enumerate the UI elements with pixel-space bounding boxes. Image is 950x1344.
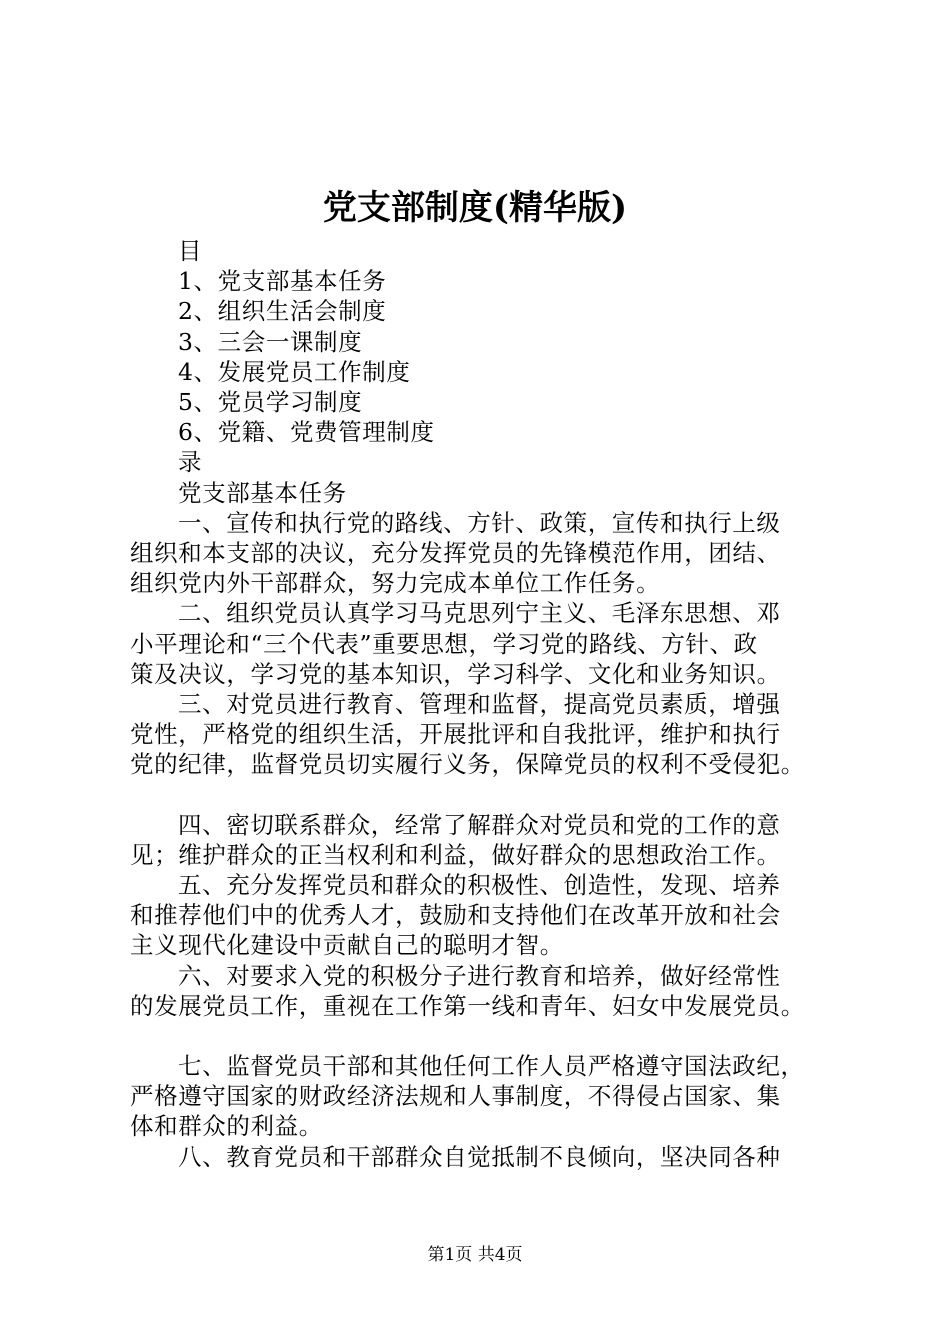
paragraph-2 xyxy=(130,598,834,689)
paragraph-line: 三、对党员进行教育、管理和监督，提高党员素质，增强 xyxy=(178,690,781,719)
document-title: 党支部制度(精华版) xyxy=(322,188,628,228)
document-body xyxy=(130,236,834,1172)
paragraph-line: 八、教育党员和干部群众自觉抵制不良倾向，坚决同各种 xyxy=(178,1142,781,1171)
paragraph-line: 五、充分发挥党员和群众的积极性、创造性，发现、培养 xyxy=(178,871,781,900)
paragraph-line: 党的纪律，监督党员切实履行义务，保障党员的权利不受侵犯。 xyxy=(130,750,805,779)
paragraph-gap xyxy=(130,780,834,810)
paragraph-line: 体和群众的利益。 xyxy=(130,1112,323,1141)
page-footer: 第1页 共4页 xyxy=(427,1245,523,1265)
paragraph-6 xyxy=(130,961,834,1021)
paragraph-line: 和推荐他们中的优秀人才，鼓励和支持他们在改革开放和社会 xyxy=(130,901,781,930)
toc-item: 4、发展党员工作制度 xyxy=(178,357,411,386)
toc-item: 5、党员学习制度 xyxy=(178,388,363,417)
paragraph-line: 四、密切联系群众，经常了解群众对党员和党的工作的意 xyxy=(178,810,781,839)
paragraph-line: 小平理论和“三个代表”重要思想，学习党的路线、方针、政 xyxy=(130,629,758,658)
paragraph-4 xyxy=(130,810,834,870)
toc-item: 6、党籍、党费管理制度 xyxy=(178,418,435,447)
paragraph-line: 六、对要求入党的积极分子进行教育和培养，做好经常性 xyxy=(178,961,781,990)
paragraph-line: 七、监督党员干部和其他任何工作人员严格遵守国法政纪， xyxy=(178,1052,805,1081)
paragraph-line: 二、组织党员认真学习马克思列宁主义、毛泽东思想、邓 xyxy=(178,599,781,628)
toc-label-bottom: 录 xyxy=(178,448,203,477)
paragraph-7 xyxy=(130,1051,834,1142)
paragraph-line: 主义现代化建设中贡献自己的聪明才智。 xyxy=(130,931,564,960)
toc-label-top: 目 xyxy=(178,237,203,265)
paragraph-line: 一、宣传和执行党的路线、方针、政策，宣传和执行上级 xyxy=(178,508,781,537)
toc-item: 1、党支部基本任务 xyxy=(178,267,387,296)
paragraph-gap xyxy=(130,1021,834,1051)
paragraph-8 xyxy=(130,1142,834,1172)
paragraph-line: 策及决议，学习党的基本知识，学习科学、文化和业务知识。 xyxy=(130,659,781,688)
toc-item: 2、组织生活会制度 xyxy=(178,297,387,326)
paragraph-line: 的发展党员工作，重视在工作第一线和青年、妇女中发展党员。 xyxy=(130,991,805,1020)
paragraph-line: 严格遵守国家的财政经济法规和人事制度，不得侵占国家、集 xyxy=(130,1082,781,1111)
paragraph-3 xyxy=(130,689,834,780)
paragraph-line: 组织和本支部的决议，充分发挥党员的先锋模范作用，团结、 xyxy=(130,539,781,568)
toc-item: 3、三会一课制度 xyxy=(178,327,363,356)
paragraph-5 xyxy=(130,870,834,961)
paragraph-line: 见；维护群众的正当权利和利益，做好群众的思想政治工作。 xyxy=(130,840,781,869)
section-heading: 党支部基本任务 xyxy=(178,478,347,507)
paragraph-1 xyxy=(130,508,834,599)
paragraph-line: 党性，严格党的组织生活，开展批评和自我批评，维护和执行 xyxy=(130,720,781,749)
paragraph-line: 组织党内外干部群众，努力完成本单位工作任务。 xyxy=(130,569,661,598)
